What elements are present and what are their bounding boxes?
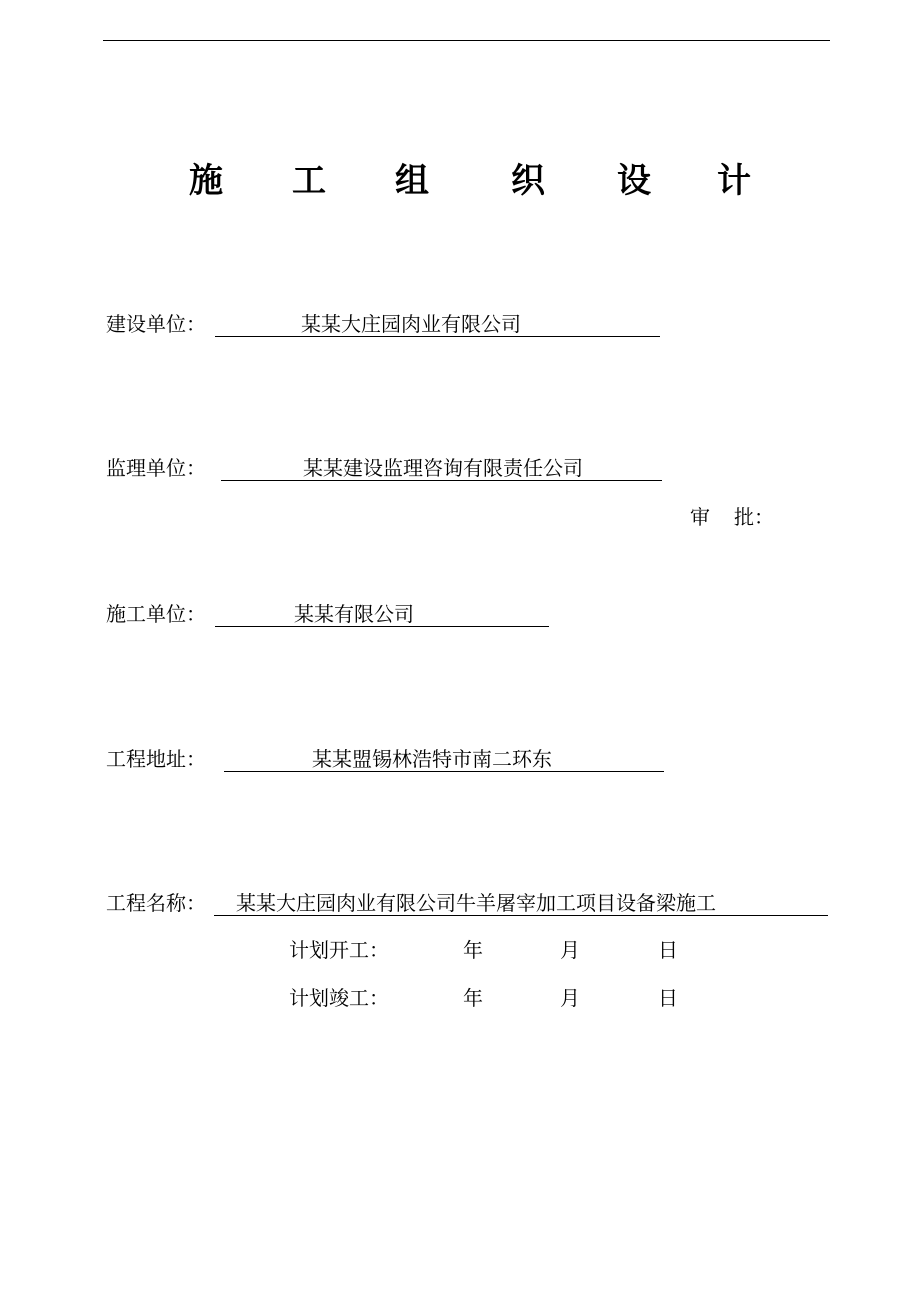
title-char: 计 [717, 161, 751, 201]
title-char: 工 [292, 161, 326, 201]
header-rule [103, 40, 830, 41]
project-name-field [106, 889, 830, 917]
title-char: 织 [511, 161, 545, 201]
project-name-label: 工程名称： [106, 891, 206, 915]
contractor-unit-label: 施工单位： [106, 602, 206, 626]
planned-finish-month: 月 [560, 986, 580, 1010]
contractor-unit-field [106, 600, 556, 628]
supervision-unit-field [106, 454, 666, 482]
construction-unit-value: 某某大庄园肉业有限公司 [301, 312, 521, 336]
project-name-value: 某某大庄园肉业有限公司牛羊屠宰加工项目设备梁施工 [236, 891, 716, 915]
planned-start-month: 月 [560, 938, 580, 962]
planned-start-year: 年 [463, 938, 483, 962]
project-address-field [106, 745, 666, 773]
title-char: 施 [189, 161, 223, 201]
planned-finish-year: 年 [463, 986, 483, 1010]
planned-start-day: 日 [658, 938, 678, 962]
document-title [0, 156, 920, 206]
supervision-unit-label: 监理单位： [106, 456, 206, 480]
planned-start-label: 计划开工： [289, 938, 389, 962]
project-address-label: 工程地址： [106, 747, 206, 771]
planned-finish-row [289, 984, 689, 1012]
planned-finish-day: 日 [658, 986, 678, 1010]
approval-char: 批： [734, 505, 774, 529]
contractor-unit-value: 某某有限公司 [294, 602, 414, 626]
planned-start-row [289, 936, 689, 964]
construction-unit-label: 建设单位： [106, 312, 206, 336]
project-address-value: 某某盟锡林浩特市南二环东 [312, 747, 552, 771]
construction-unit-field [106, 310, 666, 338]
planned-finish-label: 计划竣工： [289, 986, 389, 1010]
title-char: 设 [617, 161, 651, 201]
supervision-unit-value: 某某建设监理咨询有限责任公司 [303, 456, 583, 480]
title-char: 组 [395, 161, 429, 201]
approval-char: 审 [690, 505, 710, 529]
